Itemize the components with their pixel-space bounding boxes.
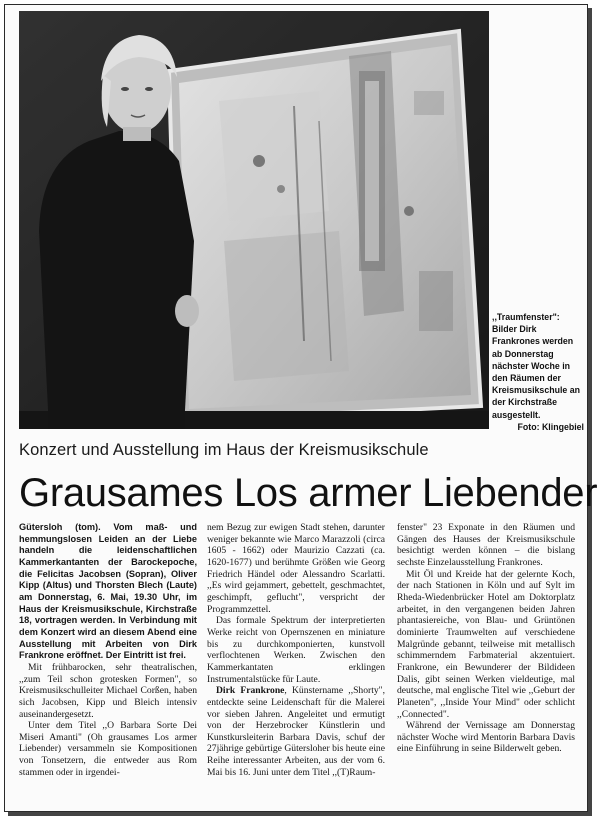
article-paragraph: Mit Öl und Kreide hat der gelernte Koch, der nach Stationen in Köln und auf Sylt im Rheda-Wiedenbrücker Hotel am Doktorplatz arbeitet, in den vergangenen beiden Jahren phantasiereiche, von Blau- und Grüntönen dominierte Traumwelten auf verschiedene Malgründe gebannt, teilweise mit metallisch schimmerndem Farbmaterial akzentuiert. Frankrone, ein Bewunderer der Bildideen Dalis, gibt seinen Werken vieldeutige, mal deutsche, mal englische Titel wie ,,Geburt der Planeten", ,,Inside Your Mind" oder schlicht ,,Connected". <box>397 568 575 720</box>
article-headline: Grausames Los armer Liebender <box>19 471 598 515</box>
article-paragraph: nem Bezug zur ewigen Stadt stehen, darunter weniger bekannte wie Marco Marazzoli (circa 1605 - 1662) oder Maurizio Cazzati (ca. 1620-1677) und berühmte Größen wie Georg Friedrich Händel oder Alessandro Scarlatti. ,,Es wird gejammert, gebettelt, geschmachtet, geschimpft, geflucht", verspricht der Programmzettel. <box>207 522 385 615</box>
artist-name: Dirk Frankrone <box>216 685 285 697</box>
article-paragraph: Während der Vernissage am Donnerstag nächster Woche wird Mentorin Barbara Davis eine Einführung in seine Bilderwelt geben. <box>397 720 575 755</box>
article-column-2 <box>207 522 385 778</box>
article-paragraph: Das formale Spektrum der interpretierten Werke reicht von Opernszenen en miniature bis zu durchkomponierten, kunstvoll verflochtenen Werken. Zwischen den Kammerkantaten erklingen Instrumentalstücke für Laute. <box>207 615 385 685</box>
article-paragraph-text: , Künstername ,,Shorty", entdeckte seine Leidenschaft für die Malerei vor sieben Jahren. Angeleitet und ermutigt von der Herzebrocker Künstlerin und Kunstkursleiterin Barbara Davis, schuf der 27jährige gebürtige Gütersloher bis heute eine Reihe interessanter Arbeiten, aus der vom 6. Mai bis 16. Juni unter dem Titel ,,(T)Raum- <box>207 685 385 778</box>
article-paragraph: fenster" 23 Exponate in den Räumen und Gängen des Hauses der Kreismusikschule besichtigt werden können – die bislang sechste Einzelausstellung Frankrones. <box>397 522 575 568</box>
photo-illustration <box>19 11 489 429</box>
article-lead: Gütersloh (tom). Vom maß- und hemmungslosen Leiden an der Liebe handeln die leidenschaftlichen Kammerkantanten der Barockepoche, die Felicitas Jacobsen (Sopran), Oliver Kipp (Altus) und Thorsten Blech (Laute) am Donnerstag, 6. Mai, 19.30 Uhr, im Haus der Kreismusikschule, Kirchstraße 18, vortragen werden. In Verbindung mit dem Konzert wird an diesem Abend eine Ausstellung mit Arbeiten von Dirk Frankrone eröffnet. Der Eintritt ist frei. <box>19 522 197 661</box>
article-kicker: Konzert und Ausstellung im Haus der Kreismusikschule <box>19 441 429 459</box>
photo-caption-text: ,,Traumfenster": Bilder Dirk Frankrones werden ab Donnerstag nächster Woche in den Räumen der Kreismusikschule an der Kirchstraße ausgestellt. <box>492 312 581 420</box>
article-photo <box>19 11 489 429</box>
photo-caption <box>492 311 584 433</box>
article-paragraph <box>207 685 385 778</box>
article-paragraph: Unter dem Titel ,,O Barbara Sorte Dei Miseri Amanti" (Oh grausames Los armer Liebender) versammeln sie Kompositionen von Tonsetzern, die entweder aus Rom stammen oder in irgendei- <box>19 720 197 778</box>
photo-credit: Foto: Klingebiel <box>517 421 584 432</box>
newspaper-clipping <box>4 4 598 812</box>
article-paragraph: Mit frühbarocken, sehr theatralischen, ,,zum Teil schon grotesken Formen", so Kreismusikschulleiter Michael Corßen, haben sich Jacobsen, Kipp und Bleich intensiv auseinandergesetzt. <box>19 661 197 720</box>
article-column-1 <box>19 522 197 778</box>
article-column-3 <box>397 522 575 755</box>
